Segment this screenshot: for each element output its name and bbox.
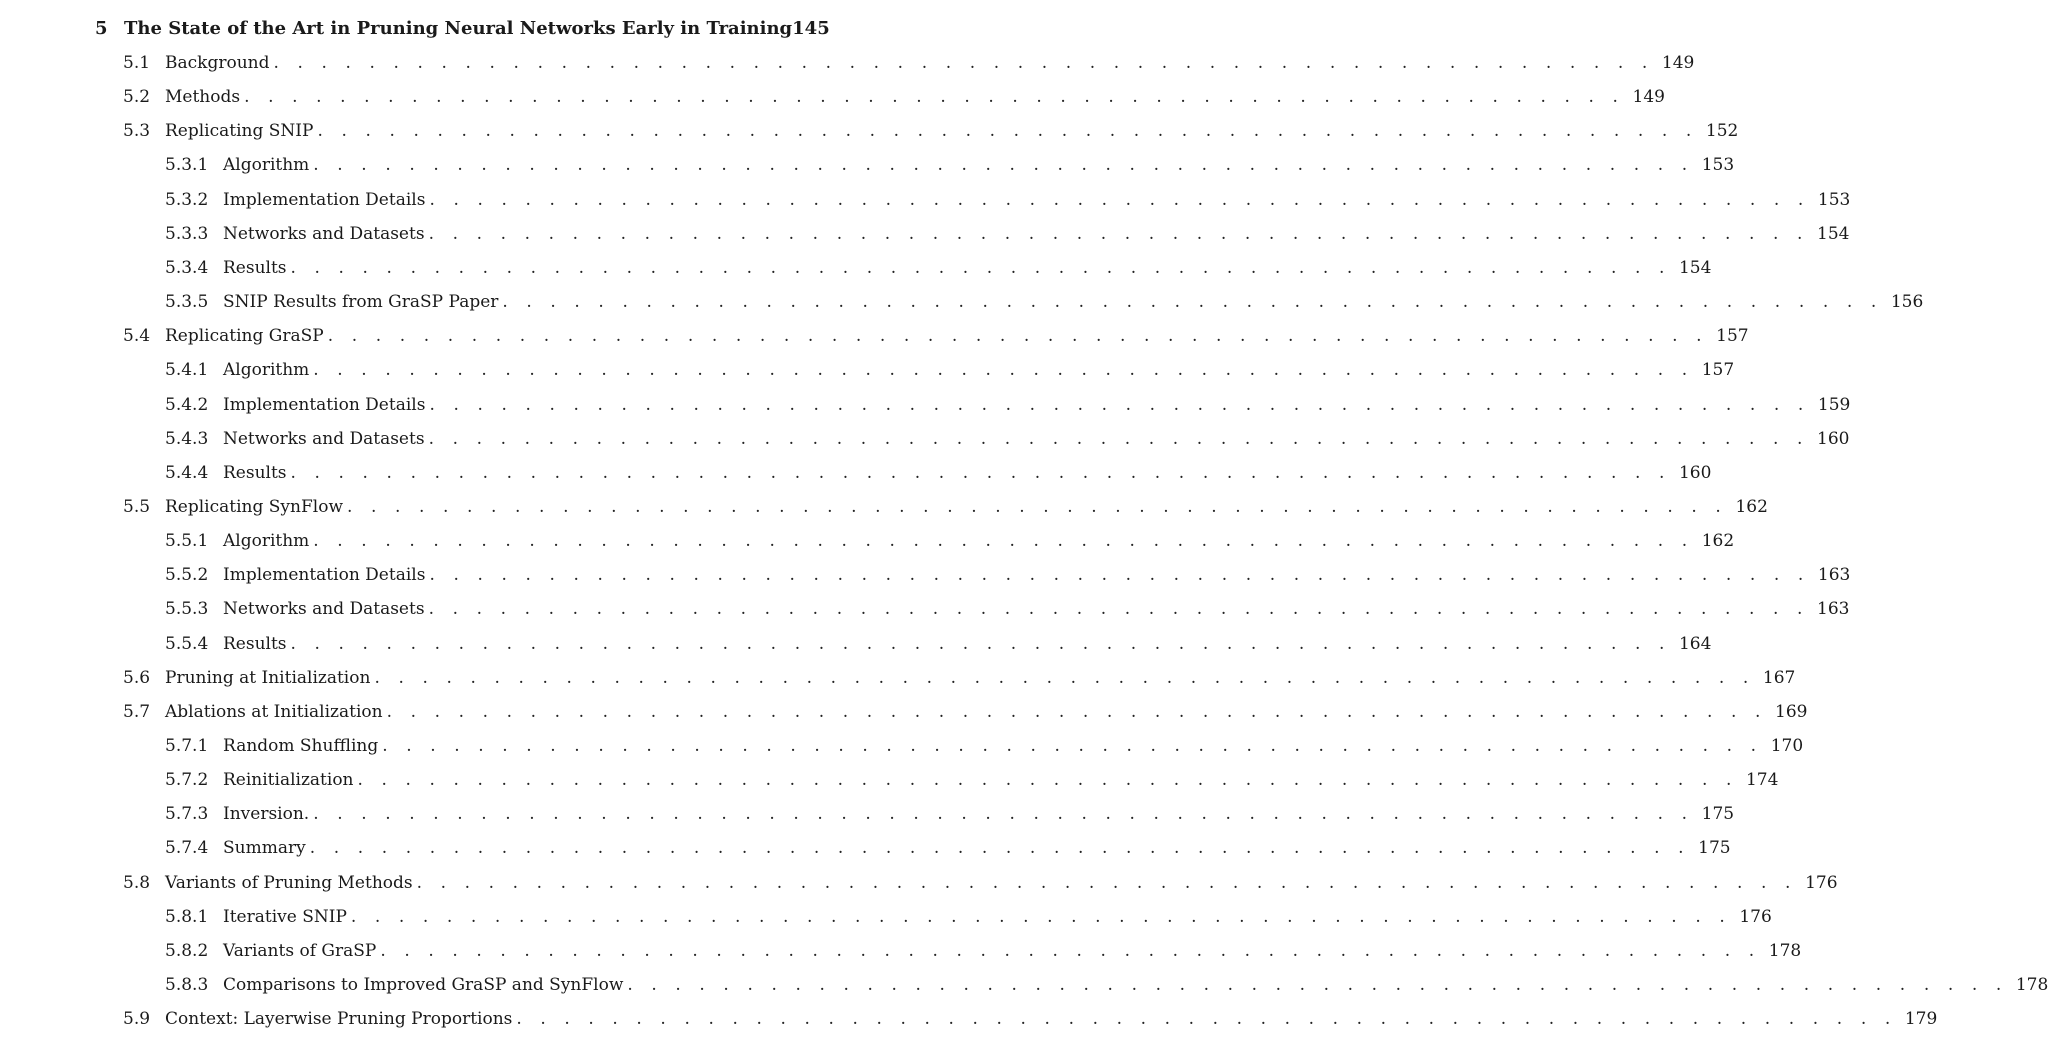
entry-title: Replicating GraSP bbox=[165, 326, 324, 347]
entry-number: 5.4 bbox=[123, 326, 151, 347]
dot-leader: . . . . . . . . . . . . . . . . . . . . . . . . . . . . . . . . . . . . . . . . . . . . . . . . . . . . . . . . . . bbox=[428, 223, 1809, 244]
toc-section-entry[interactable] bbox=[123, 53, 1695, 81]
toc-subsection-entry[interactable] bbox=[165, 975, 2048, 1003]
dot-leader: . . . . . . . . . . . . . . . . . . . . . . . . . . . . . . . . . . . . . . . . . . . . . . . . . . . . . . . . . . bbox=[327, 326, 1709, 347]
entry-page-number: 153 bbox=[1817, 189, 1851, 210]
entry-page-number: 167 bbox=[1762, 667, 1796, 688]
entry-page-number: 162 bbox=[1701, 531, 1735, 552]
entry-page-number: 162 bbox=[1735, 496, 1768, 517]
toc-subsection-entry[interactable] bbox=[165, 838, 1731, 866]
toc-section-entry[interactable] bbox=[123, 872, 1838, 901]
entry-number: 5.6 bbox=[123, 667, 151, 688]
entry-number: 5.7.1 bbox=[165, 736, 209, 756]
toc-subsection-entry[interactable] bbox=[165, 531, 1735, 559]
toc-subsection-entry[interactable] bbox=[165, 394, 1851, 423]
dot-leader: . . . . . . . . . . . . . . . . . . . . . . . . . . . . . . . . . . . . . . . . . . . . . . . . . . . . . . . . . . bbox=[244, 87, 1625, 108]
dot-leader: . . . . . . . . . . . . . . . . . . . . . . . . . . . . . . . . . . . . . . . . . . . . . . . . . . . . . . . . . . bbox=[416, 872, 1798, 893]
entry-title: Variants of Pruning Methods bbox=[165, 872, 413, 893]
dot-leader: . . . . . . . . . . . . . . . . . . . . . . . . . . . . . . . . . . . . . . . . . . . . . . . . . . . . . . . . . . bbox=[357, 770, 1738, 791]
entry-number: 5.5.4 bbox=[165, 633, 209, 654]
entry-page-number: 160 bbox=[1817, 428, 1850, 449]
toc-subsection-entry[interactable] bbox=[165, 906, 1772, 935]
entry-title: Results bbox=[223, 257, 287, 278]
entry-number: 5.5.2 bbox=[165, 565, 209, 586]
entry-number: 5.8 bbox=[123, 872, 151, 893]
entry-title: Networks and Datasets bbox=[223, 599, 425, 620]
toc-subsection-entry[interactable] bbox=[165, 736, 1804, 764]
entry-title: Ablations at Initialization bbox=[165, 701, 383, 722]
dot-leader: . . . . . . . . . . . . . . . . . . . . . . . . . . . . . . . . . . . . . . . . . . . . . . . . . . . . . . . . . . bbox=[428, 599, 1809, 620]
dot-leader: . . . . . . . . . . . . . . . . . . . . . . . . . . . . . . . . . . . . . . . . . . . . . . . . . . . . . . . . . . bbox=[317, 121, 1698, 142]
entry-title: Algorithm bbox=[223, 531, 310, 552]
dot-leader: . . . . . . . . . . . . . . . . . . . . . . . . . . . . . . . . . . . . . . . . . . . . . . . . . . . . . . . . . . bbox=[428, 428, 1809, 449]
entry-title: Variants of GraSP bbox=[223, 940, 377, 961]
entry-page-number: 153 bbox=[1701, 155, 1735, 176]
toc-subsection-entry[interactable] bbox=[165, 599, 1850, 627]
dot-leader: . . . . . . . . . . . . . . . . . . . . . . . . . . . . . . . . . . . . . . . . . . . . . . . . . . . . . . . . . . bbox=[313, 804, 1694, 825]
toc-subsection-entry[interactable] bbox=[165, 633, 1712, 662]
dot-leader: . . . . . . . . . . . . . . . . . . . . . . . . . . . . . . . . . . . . . . . . . . . . . . . . . . . . . . . . . . bbox=[309, 838, 1691, 859]
entry-page-number: 179 bbox=[1904, 1009, 1938, 1030]
chapter-number: 5 bbox=[95, 18, 108, 39]
entry-number: 5.3.1 bbox=[165, 155, 209, 176]
toc-subsection-entry[interactable] bbox=[165, 804, 1735, 832]
dot-leader: . . . . . . . . . . . . . . . . . . . . . . . . . . . . . . . . . . . . . . . . . . . . . . . . . . . . . . . . . . bbox=[290, 633, 1671, 654]
entry-page-number: 175 bbox=[1701, 804, 1735, 825]
entry-number: 5.5.1 bbox=[165, 531, 209, 552]
toc-section-entry[interactable] bbox=[123, 326, 1749, 354]
entry-title: Implementation Details bbox=[223, 565, 426, 586]
entry-title: Reinitialization bbox=[223, 770, 354, 791]
dot-leader: . . . . . . . . . . . . . . . . . . . . . . . . . . . . . . . . . . . . . . . . . . . . . . . . . . . . . . . . . . bbox=[313, 360, 1694, 381]
entry-page-number: 163 bbox=[1817, 565, 1851, 586]
toc-section-entry[interactable] bbox=[123, 1009, 1938, 1037]
dot-leader: . . . . . . . . . . . . . . . . . . . . . . . . . . . . . . . . . . . . . . . . . . . . . . . . . . . . . . . . . . bbox=[290, 462, 1671, 483]
entry-title: Results bbox=[223, 633, 287, 654]
entry-title: Inversion. bbox=[223, 804, 310, 825]
entry-page-number: 157 bbox=[1701, 360, 1735, 381]
entry-page-number: 175 bbox=[1698, 838, 1731, 859]
entry-page-number: 152 bbox=[1705, 121, 1739, 142]
entry-number: 5.3 bbox=[123, 121, 151, 142]
dot-leader: . . . . . . . . . . . . . . . . . . . . . . . . . . . . . . . . . . . . . . . . . . . . . . . . . . . . . . . . . . bbox=[273, 53, 1654, 73]
toc-subsection-entry[interactable] bbox=[165, 428, 1850, 457]
entry-title: Implementation Details bbox=[223, 189, 426, 210]
entry-number: 5.3.5 bbox=[165, 292, 209, 313]
entry-page-number: 159 bbox=[1817, 394, 1851, 415]
dot-leader: . . . . . . . . . . . . . . . . . . . . . . . . . . . . . . . . . . . . . . . . . . . . . . . . . . . . . . . . . . bbox=[429, 565, 1810, 586]
entry-number: 5.4.1 bbox=[165, 360, 209, 381]
toc-subsection-entry[interactable] bbox=[165, 155, 1735, 183]
dot-leader: . . . . . . . . . . . . . . . . . . . . . . . . . . . . . . . . . . . . . . . . . . . . . . . . . . . . . . . . . . bbox=[313, 531, 1694, 552]
entry-title: Networks and Datasets bbox=[223, 223, 425, 244]
entry-number: 5.3.3 bbox=[165, 223, 209, 244]
toc-subsection-entry[interactable] bbox=[165, 223, 1850, 252]
entry-number: 5.4.4 bbox=[165, 462, 209, 483]
entry-title: SNIP Results from GraSP Paper bbox=[223, 292, 499, 313]
entry-number: 5.1 bbox=[123, 53, 151, 73]
dot-leader: . . . . . . . . . . . . . . . . . . . . . . . . . . . . . . . . . . . . . . . . . . . . . . . . . . . . . . . . . . bbox=[386, 701, 1768, 722]
dot-leader: . . . . . . . . . . . . . . . . . . . . . . . . . . . . . . . . . . . . . . . . . . . . . . . . . . . . . . . . . . bbox=[347, 496, 1728, 517]
dot-leader: . . . . . . . . . . . . . . . . . . . . . . . . . . . . . . . . . . . . . . . . . . . . . . . . . . . . . . . . . . bbox=[313, 155, 1694, 176]
entry-title: Networks and Datasets bbox=[223, 428, 425, 449]
entry-title: Random Shuffling bbox=[223, 736, 379, 756]
entry-page-number: 160 bbox=[1678, 462, 1712, 483]
chapter-heading[interactable] bbox=[95, 18, 830, 46]
dot-leader: . . . . . . . . . . . . . . . . . . . . . . . . . . . . . . . . . . . . . . . . . . . . . . . . . . . . . . . . . . bbox=[516, 1009, 1897, 1030]
entry-number: 5.7.3 bbox=[165, 804, 209, 825]
entry-title: Replicating SynFlow bbox=[165, 496, 343, 517]
toc-subsection-entry[interactable] bbox=[165, 770, 1779, 798]
entry-title: Replicating SNIP bbox=[165, 121, 314, 142]
entry-page-number: 174 bbox=[1745, 770, 1779, 791]
entry-number: 5.5.3 bbox=[165, 599, 209, 620]
entry-number: 5.4.3 bbox=[165, 428, 209, 449]
entry-title: Context: Layerwise Pruning Proportions bbox=[165, 1009, 513, 1030]
toc-section-entry[interactable] bbox=[123, 87, 1665, 115]
entry-title: Summary bbox=[223, 838, 306, 859]
entry-number: 5.8.3 bbox=[165, 975, 209, 996]
entry-page-number: 149 bbox=[1632, 87, 1665, 108]
dot-leader: . . . . . . . . . . . . . . . . . . . . . . . . . . . . . . . . . . . . . . . . . . . . . . . . . . . . . . . . . . bbox=[290, 257, 1671, 278]
toc-subsection-entry[interactable] bbox=[165, 189, 1851, 218]
entry-page-number: 156 bbox=[1890, 292, 1924, 313]
toc-subsection-entry[interactable] bbox=[165, 462, 1712, 491]
entry-page-number: 178 bbox=[2015, 975, 2048, 996]
entry-number: 5.7.2 bbox=[165, 770, 209, 791]
dot-leader: . . . . . . . . . . . . . . . . . . . . . . . . . . . . . . . . . . . . . . . . . . . . . . . . . . . . . . . . . . bbox=[627, 975, 2008, 996]
entry-page-number: 176 bbox=[1739, 906, 1772, 927]
entry-title: Implementation Details bbox=[223, 394, 426, 415]
entry-title: Iterative SNIP bbox=[223, 906, 347, 927]
dot-leader: . . . . . . . . . . . . . . . . . . . . . . . . . . . . . . . . . . . . . . . . . . . . . . . . . . . . . . . . . . bbox=[374, 667, 1755, 688]
entry-number: 5.3.4 bbox=[165, 257, 209, 278]
entry-page-number: 154 bbox=[1678, 257, 1712, 278]
entry-title: Background bbox=[165, 53, 270, 73]
entry-number: 5.7 bbox=[123, 701, 151, 722]
toc-section-entry[interactable] bbox=[123, 667, 1796, 696]
entry-number: 5.8.2 bbox=[165, 940, 209, 961]
entry-page-number: 149 bbox=[1661, 53, 1695, 73]
toc-subsection-entry[interactable] bbox=[165, 940, 1802, 969]
entry-title: Methods bbox=[165, 87, 241, 108]
dot-leader: . . . . . . . . . . . . . . . . . . . . . . . . . . . . . . . . . . . . . . . . . . . . . . . . . . . . . . . . . . bbox=[429, 394, 1810, 415]
entry-page-number: 164 bbox=[1678, 633, 1712, 654]
entry-number: 5.7.4 bbox=[165, 838, 209, 859]
toc-subsection-entry[interactable] bbox=[165, 360, 1735, 388]
entry-page-number: 157 bbox=[1716, 326, 1749, 347]
entry-number: 5.5 bbox=[123, 496, 151, 517]
entry-page-number: 163 bbox=[1817, 599, 1850, 620]
toc-subsection-entry[interactable] bbox=[165, 292, 1924, 320]
entry-title: Results bbox=[223, 462, 287, 483]
toc-section-entry[interactable] bbox=[123, 121, 1739, 149]
entry-page-number: 176 bbox=[1805, 872, 1838, 893]
toc-subsection-entry[interactable] bbox=[165, 257, 1712, 286]
entry-page-number: 169 bbox=[1775, 701, 1808, 722]
entry-number: 5.2 bbox=[123, 87, 151, 108]
entry-title: Algorithm bbox=[223, 360, 310, 381]
entry-title: Algorithm bbox=[223, 155, 310, 176]
dot-leader: . . . . . . . . . . . . . . . . . . . . . . . . . . . . . . . . . . . . . . . . . . . . . . . . . . . . . . . . . . bbox=[502, 292, 1883, 313]
entry-number: 5.4.2 bbox=[165, 394, 209, 415]
entry-page-number: 154 bbox=[1817, 223, 1850, 244]
chapter-page-number: 145 bbox=[792, 18, 830, 39]
entry-title: Comparisons to Improved GraSP and SynFlow bbox=[223, 975, 624, 996]
dot-leader: . . . . . . . . . . . . . . . . . . . . . . . . . . . . . . . . . . . . . . . . . . . . . . . . . . . . . . . . . . bbox=[350, 906, 1732, 927]
entry-number: 5.9 bbox=[123, 1009, 151, 1030]
dot-leader: . . . . . . . . . . . . . . . . . . . . . . . . . . . . . . . . . . . . . . . . . . . . . . . . . . . . . . . . . . bbox=[380, 940, 1761, 961]
toc-section-entry[interactable] bbox=[123, 701, 1808, 730]
entry-number: 5.8.1 bbox=[165, 906, 209, 927]
entry-page-number: 178 bbox=[1768, 940, 1802, 961]
dot-leader: . . . . . . . . . . . . . . . . . . . . . . . . . . . . . . . . . . . . . . . . . . . . . . . . . . . . . . . . . . bbox=[429, 189, 1810, 210]
entry-page-number: 170 bbox=[1770, 736, 1804, 756]
toc-section-entry[interactable] bbox=[123, 496, 1768, 525]
entry-title: Pruning at Initialization bbox=[165, 667, 371, 688]
toc-subsection-entry[interactable] bbox=[165, 565, 1851, 593]
entry-number: 5.3.2 bbox=[165, 189, 209, 210]
chapter-title: The State of the Art in Pruning Neural Networks Early in Training bbox=[124, 18, 793, 39]
dot-leader: . . . . . . . . . . . . . . . . . . . . . . . . . . . . . . . . . . . . . . . . . . . . . . . . . . . . . . . . . . bbox=[382, 736, 1763, 756]
